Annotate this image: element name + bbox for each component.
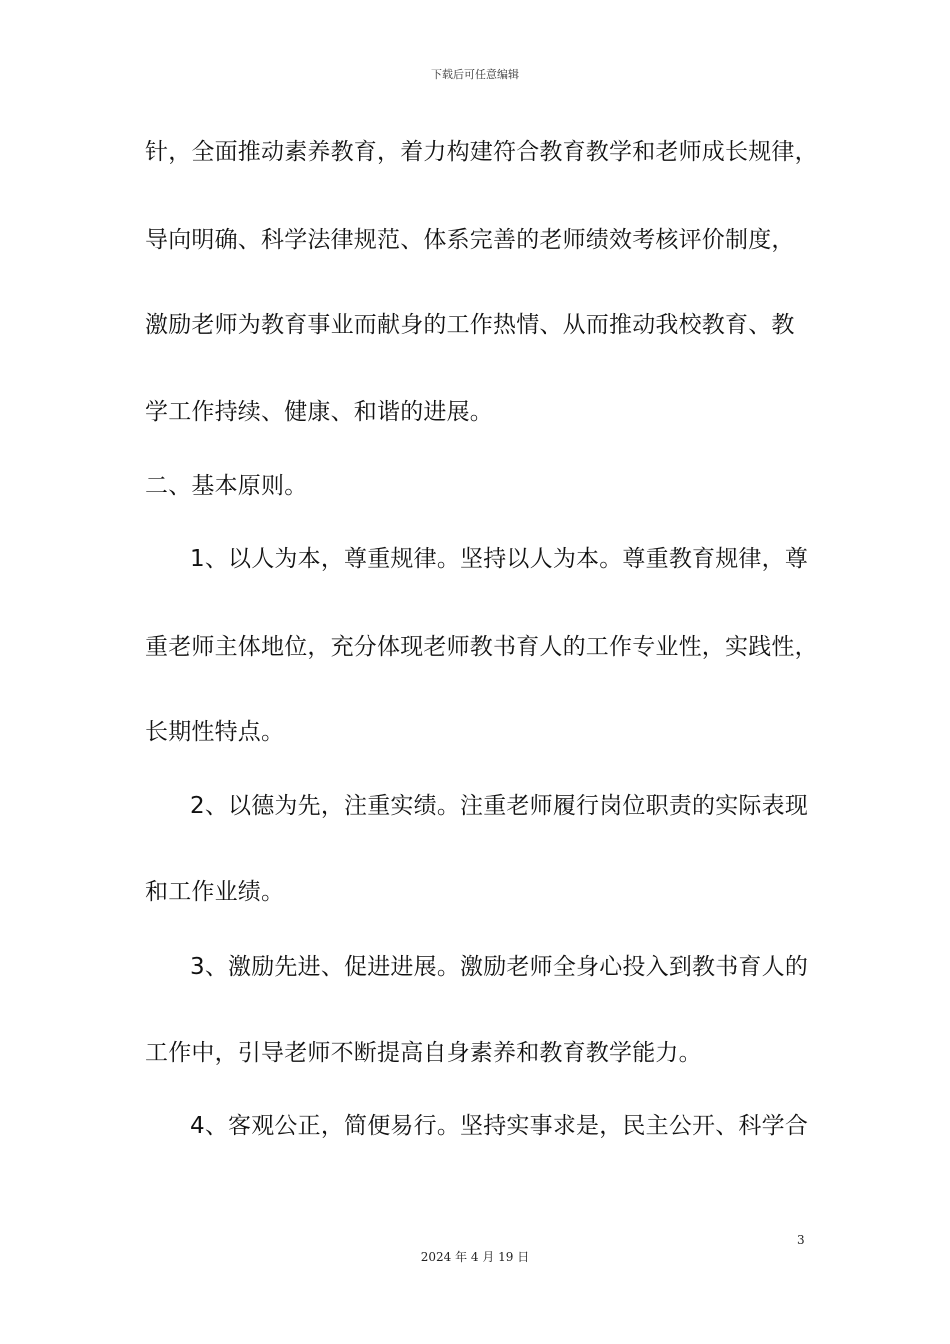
page-header: 下载后可任意编辑 (431, 68, 519, 81)
body-line: 工作中，引导老师不断提高自身素养和教育教学能力。 (145, 1040, 702, 1066)
principle-item: 1、以人为本，尊重规律。坚持以人为本。尊重教育规律，尊 (190, 546, 809, 572)
body-line: 激励老师为教育事业而献身的工作热情、从而推动我校教育、教 (145, 312, 795, 338)
body-line: 学工作持续、健康、和谐的进展。 (145, 399, 493, 425)
principle-item: 2、以德为先，注重实绩。注重老师履行岗位职责的实际表现 (190, 793, 809, 819)
body-line: 针，全面推动素养教育，着力构建符合教育教学和老师成长规律， (145, 139, 818, 165)
footer-date: 2024 年 4 月 19 日 (420, 1250, 530, 1264)
page-number: 3 (797, 1233, 805, 1247)
body-line: 长期性特点。 (145, 719, 285, 745)
principle-item: 3、激励先进、促进进展。激励老师全身心投入到教书育人的 (190, 954, 809, 980)
principle-item: 4、客观公正，简便易行。坚持实事求是，民主公开、科学合 (190, 1113, 809, 1139)
body-line: 导向明确、科学法律规范、体系完善的老师绩效考核评价制度， (145, 227, 795, 253)
section-heading: 二、基本原则。 (145, 473, 308, 499)
body-line: 和工作业绩。 (145, 879, 285, 905)
body-line: 重老师主体地位，充分体现老师教书育人的工作专业性，实践性， (145, 634, 818, 660)
